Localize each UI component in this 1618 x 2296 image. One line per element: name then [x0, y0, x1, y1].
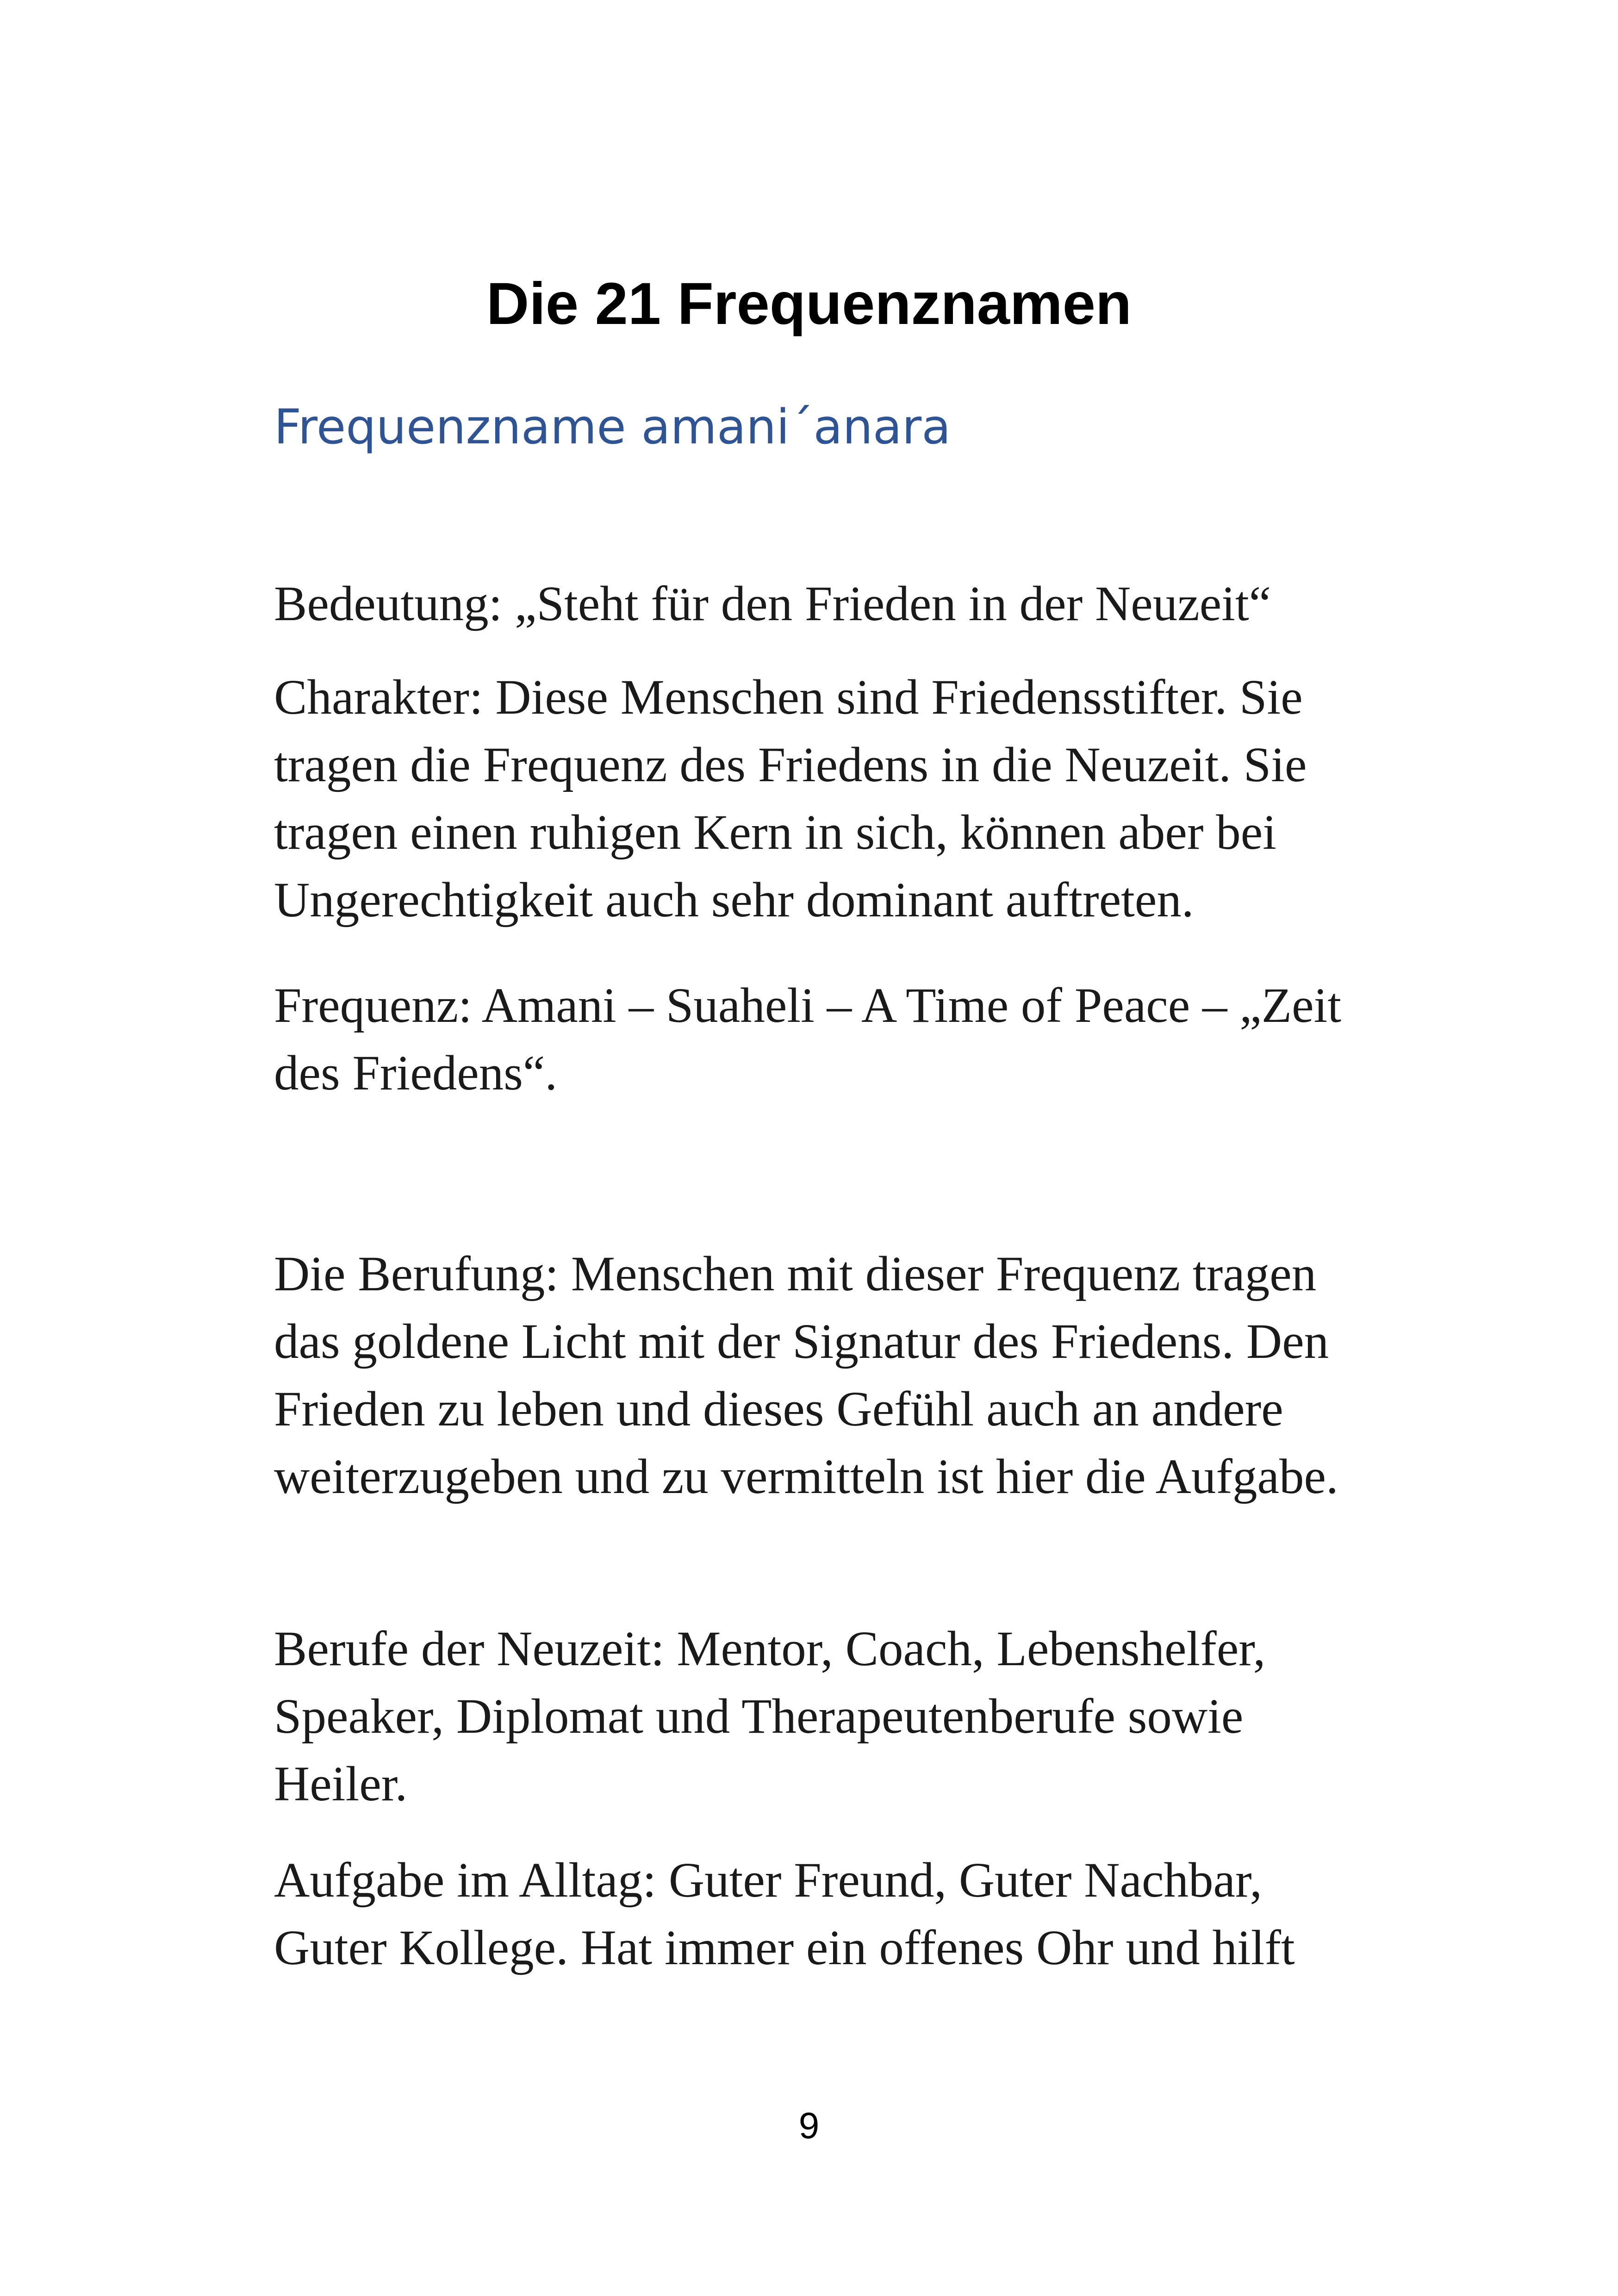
paragraph-alltag: Aufgabe im Alltag: Guter Freund, Guter Nachbar, Guter Kollege. Hat immer ein offenes Ohr und hilft — [274, 1853, 1295, 1975]
paragraph-berufe: Berufe der Neuzeit: Mentor, Coach, Lebenshelfer, Speaker, Diplomat und Therapeutenberufe sowie Heiler. — [274, 1622, 1266, 1811]
paragraph-frequenz: Frequenz: Amani – Suaheli – A Time of Peace – „Zeit des Friedens“. — [274, 978, 1342, 1101]
page-number: 9 — [798, 2105, 820, 2146]
section-heading: Frequenzname amani´anara — [274, 399, 951, 455]
paragraph-bedeutung: Bedeutung: „Steht für den Frieden in der Neuzeit“ — [274, 577, 1271, 631]
paragraph-charakter: Charakter: Diese Menschen sind Friedensstifter. Sie tragen die Frequenz des Friedens in die Neuzeit. Sie tragen einen ruhigen Kern in sich, können aber bei Ungerechtigkeit auch sehr dominant auftreten. — [274, 670, 1307, 927]
chapter-title: Die 21 Frequenznamen — [486, 271, 1132, 337]
paragraph-berufung: Die Berufung: Menschen mit dieser Frequenz tragen das goldene Licht mit der Signatur des Friedens. Den Frieden zu leben und dieses Gefühl auch an andere weiterzugeben und zu vermitteln ist hier die Aufgabe. — [274, 1247, 1338, 1504]
